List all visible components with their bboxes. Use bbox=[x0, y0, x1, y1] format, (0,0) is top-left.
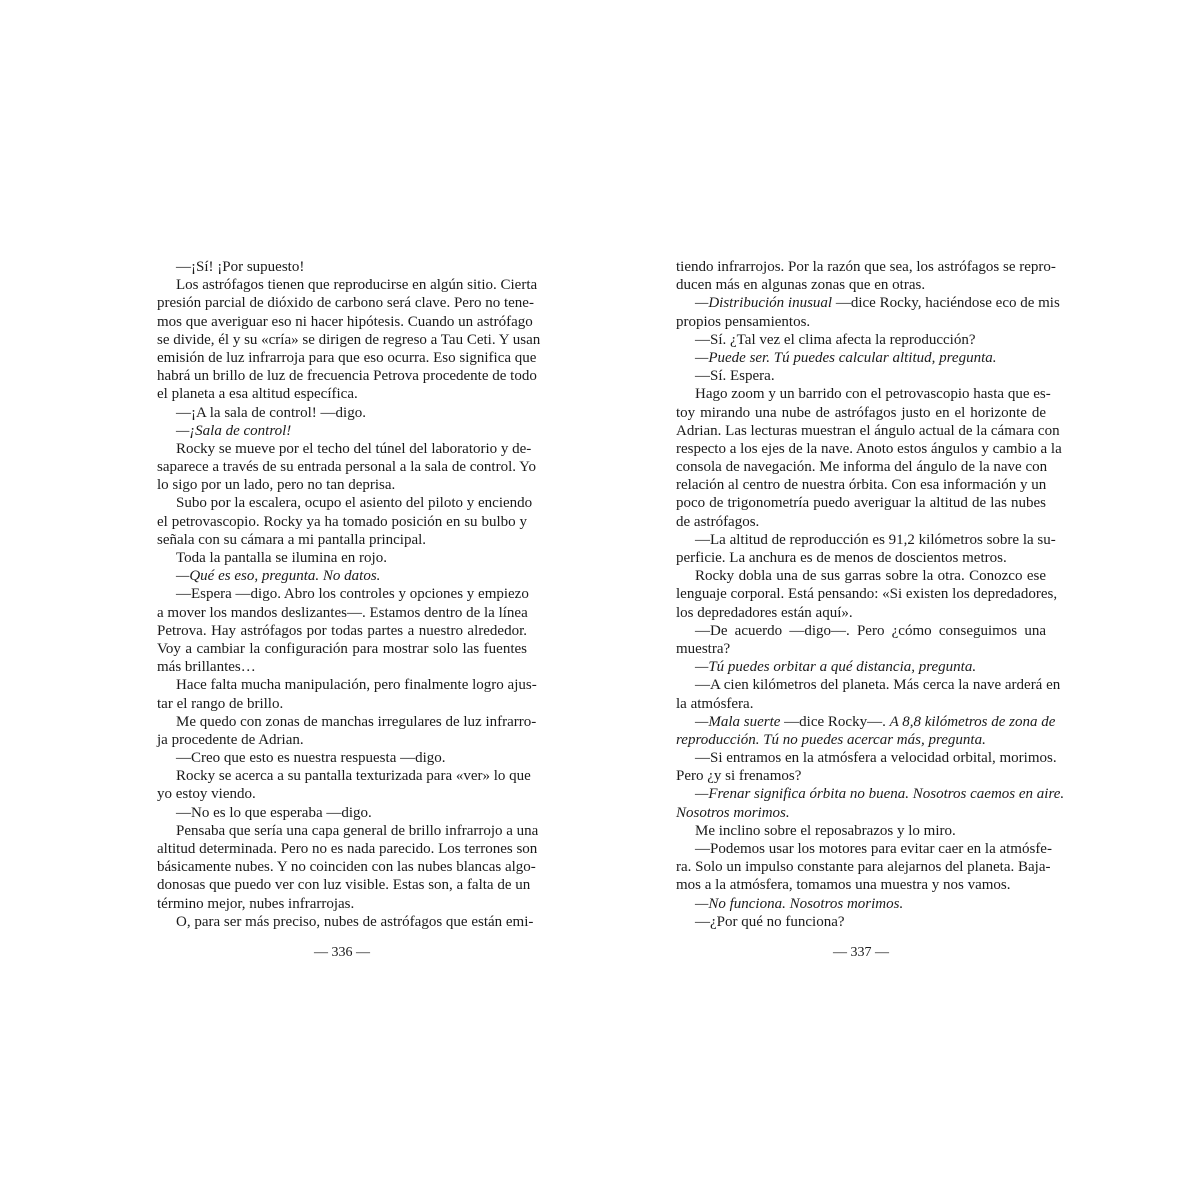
text-segment: poco de trigonometría puedo averiguar la altitud de las nubes bbox=[676, 495, 1046, 512]
text-line bbox=[157, 567, 527, 585]
text-segment: altitud determinada. Pero no es nada parecido. Los terrones son bbox=[157, 841, 538, 857]
italic-text-segment: —Mala suerte bbox=[695, 713, 781, 730]
text-segment: Toda la pantalla se ilumina en rojo. bbox=[176, 550, 387, 566]
text-line bbox=[157, 585, 527, 603]
text-line bbox=[157, 549, 527, 567]
text-segment: Hace falta mucha manipulación, pero finalmente logro ajus- bbox=[176, 677, 537, 694]
text-line bbox=[157, 876, 531, 894]
text-segment: habrá un brillo de luz de frecuencia Petrova procedente de todo bbox=[157, 368, 537, 385]
text-segment: Me inclino sobre el reposabrazos y lo miro. bbox=[695, 822, 956, 839]
text-line bbox=[157, 822, 539, 840]
text-segment: Hago zoom y un barrido con el petrovascopio hasta que es- bbox=[695, 386, 1051, 403]
text-segment: presión parcial de dióxido de carbono será clave. Pero no tene- bbox=[157, 295, 534, 312]
text-segment: —Creo que esto es nuestra respuesta —digo. bbox=[176, 750, 446, 767]
text-line bbox=[676, 549, 1046, 567]
text-segment: tiendo infrarrojos. Por la razón que sea, los astrófagos se repro- bbox=[676, 259, 1056, 275]
text-segment: la atmósfera. bbox=[676, 695, 754, 712]
text-segment: O, para ser más preciso, nubes de astrófagos que están emi- bbox=[176, 913, 534, 930]
italic-text-segment: —Qué es eso, pregunta. No datos. bbox=[176, 568, 381, 585]
text-segment: Rocky dobla una de sus garras sobre la otra. Conozco ese bbox=[695, 568, 1046, 585]
text-line bbox=[157, 313, 533, 331]
text-line bbox=[157, 858, 536, 876]
text-line bbox=[157, 804, 527, 822]
text-segment: relación al centro de nuestra órbita. Con esa información y un bbox=[676, 477, 1047, 494]
text-line bbox=[157, 895, 527, 913]
text-segment: perficie. La anchura es de menos de doscientos metros. bbox=[676, 550, 1007, 566]
text-line bbox=[676, 422, 1060, 440]
text-line bbox=[676, 822, 1046, 840]
text-line bbox=[157, 658, 527, 676]
text-segment: señala con su cámara a mi pantalla principal. bbox=[157, 531, 427, 548]
text-segment: consola de navegación. Me informa del ángulo de la nave con bbox=[676, 459, 1048, 476]
text-segment: ra. Solo un impulso constante para alejarnos del planeta. Baja- bbox=[676, 859, 1051, 876]
text-segment: —No es lo que esperaba —digo. bbox=[176, 804, 372, 821]
text-line bbox=[157, 404, 527, 422]
text-segment: emisión de luz infrarroja para que eso ocurra. Eso significa que bbox=[157, 349, 537, 366]
text-line bbox=[157, 713, 537, 731]
text-segment: —A cien kilómetros del planeta. Más cerca la nave arderá en bbox=[695, 677, 1061, 694]
text-line bbox=[676, 276, 1046, 294]
text-segment: ducen más en algunas zonas que en otras. bbox=[676, 277, 926, 294]
italic-text-segment: —Frenar significa órbita no buena. Nosotros caemos en aire. bbox=[695, 786, 1065, 803]
text-line bbox=[157, 276, 538, 294]
italic-text-segment: A 8,8 kilómetros de zona de bbox=[889, 713, 1056, 730]
text-line bbox=[157, 294, 534, 312]
text-line bbox=[676, 476, 1046, 494]
text-segment: de astrófagos. bbox=[676, 513, 760, 530]
text-line bbox=[676, 676, 1061, 694]
text-line bbox=[157, 604, 527, 622]
text-segment: —dice Rocky, haciéndose eco de mis bbox=[832, 295, 1060, 312]
text-line bbox=[157, 367, 537, 385]
text-line bbox=[676, 404, 1046, 422]
page-number-right: — 337 — bbox=[833, 945, 889, 960]
text-segment: —Sí. Espera. bbox=[695, 368, 775, 385]
text-segment: más brillantes… bbox=[157, 659, 256, 676]
text-line bbox=[157, 840, 538, 858]
text-line bbox=[676, 640, 1046, 658]
text-segment: yo estoy viendo. bbox=[157, 786, 256, 803]
text-segment: el planeta a esa altitud específica. bbox=[157, 386, 358, 403]
italic-text-segment: —Tú puedes orbitar a qué distancia, pregunta. bbox=[695, 659, 977, 676]
text-segment: —Podemos usar los motores para evitar caer en la atmósfe- bbox=[695, 841, 1052, 857]
text-line bbox=[157, 749, 527, 767]
text-line bbox=[676, 913, 1046, 931]
text-line bbox=[676, 567, 1046, 585]
text-line bbox=[157, 422, 527, 440]
text-line bbox=[676, 349, 1046, 367]
text-segment: tar el rango de brillo. bbox=[157, 695, 284, 712]
text-segment: Voy a cambiar la configuración para mostrar solo las fuentes bbox=[157, 640, 527, 657]
text-line bbox=[157, 622, 527, 640]
italic-text-segment: —Puede ser. Tú puedes calcular altitud, pregunta. bbox=[695, 349, 997, 366]
text-segment: básicamente nubes. Y no coinciden con las nubes blancas algo- bbox=[157, 859, 536, 876]
text-line bbox=[676, 840, 1052, 858]
text-line bbox=[157, 676, 537, 694]
text-segment: Los astrófagos tienen que reproducirse en algún sitio. Cierta bbox=[176, 277, 538, 294]
text-line bbox=[676, 858, 1051, 876]
text-segment: Pero ¿y si frenamos? bbox=[676, 768, 802, 785]
text-segment: Rocky se mueve por el techo del túnel del laboratorio y de- bbox=[176, 440, 532, 457]
text-line bbox=[676, 313, 1046, 331]
text-line bbox=[676, 604, 1046, 622]
text-line bbox=[157, 349, 537, 367]
italic-text-segment: —Distribución inusual bbox=[695, 295, 833, 312]
text-line bbox=[676, 895, 1046, 913]
text-line bbox=[676, 785, 1065, 803]
text-segment: toy mirando una nube de astrófagos justo en el horizonte de bbox=[676, 404, 1046, 421]
text-segment: —Espera —digo. Abro los controles y opciones y empiezo bbox=[176, 586, 529, 603]
text-line bbox=[676, 531, 1056, 549]
text-segment: lenguaje corporal. Está pensando: «Si existen los depredadores, bbox=[676, 586, 1058, 603]
text-line bbox=[676, 440, 1062, 458]
text-line bbox=[676, 513, 1046, 531]
text-line bbox=[676, 713, 1056, 731]
text-line bbox=[676, 258, 1056, 276]
text-line bbox=[157, 531, 527, 549]
text-line bbox=[157, 331, 541, 349]
text-line bbox=[676, 804, 1046, 822]
text-segment: Pensaba que sería una capa general de brillo infrarrojo a una bbox=[176, 822, 539, 839]
text-line bbox=[676, 494, 1046, 512]
text-line bbox=[676, 622, 1046, 640]
text-line bbox=[157, 640, 527, 658]
text-line bbox=[676, 585, 1058, 603]
text-segment: —¿Por qué no funciona? bbox=[695, 913, 845, 930]
text-line bbox=[157, 767, 531, 785]
text-segment: —De acuerdo —digo—. Pero ¿cómo conseguimos una bbox=[695, 622, 1046, 639]
text-line bbox=[157, 695, 527, 713]
text-line bbox=[676, 749, 1057, 767]
text-segment: lo sigo por un lado, pero no tan deprisa. bbox=[157, 477, 396, 494]
text-segment: —¡A la sala de control! —digo. bbox=[176, 404, 366, 421]
text-segment: —¡Sí! ¡Por supuesto! bbox=[176, 259, 305, 275]
text-segment: respecto a los ejes de la nave. Anoto estos ángulos y cambio a la bbox=[676, 440, 1062, 457]
text-segment: mos a la atmósfera, tomamos una muestra y nos vamos. bbox=[676, 877, 1011, 894]
text-line bbox=[676, 767, 1046, 785]
italic-text-segment: Nosotros morimos. bbox=[676, 804, 790, 821]
text-segment: donosas que puedo ver con luz visible. Estas son, a falta de un bbox=[157, 877, 531, 894]
page-number-left: — 336 — bbox=[314, 945, 370, 960]
right-page bbox=[676, 258, 1065, 931]
italic-text-segment: reproducción. Tú no puedes acercar más, pregunta. bbox=[676, 731, 986, 748]
text-line bbox=[676, 294, 1060, 312]
text-segment: —Sí. ¿Tal vez el clima afecta la reproducción? bbox=[695, 331, 976, 348]
text-line bbox=[676, 731, 1046, 749]
text-segment: muestra? bbox=[676, 640, 731, 657]
text-line bbox=[157, 731, 527, 749]
text-segment: —La altitud de reproducción es 91,2 kilómetros sobre la su- bbox=[695, 531, 1056, 548]
text-segment: mos que averiguar eso ni hacer hipótesis. Cuando un astrófago bbox=[157, 313, 533, 330]
text-line bbox=[157, 476, 527, 494]
text-segment: el petrovascopio. Rocky ya ha tomado posición en su bulbo y bbox=[157, 513, 527, 530]
italic-text-segment: —No funciona. Nosotros morimos. bbox=[695, 895, 904, 912]
text-segment: Adrian. Las lecturas muestran el ángulo actual de la cámara con bbox=[676, 422, 1060, 439]
text-line bbox=[676, 695, 1046, 713]
text-segment: —Si entramos en la atmósfera a velocidad orbital, morimos. bbox=[695, 750, 1057, 767]
text-line bbox=[157, 913, 534, 931]
text-segment: los depredadores están aquí». bbox=[676, 604, 853, 621]
text-line bbox=[676, 876, 1046, 894]
text-segment: saparece a través de su entrada personal a la sala de control. Yo bbox=[157, 459, 537, 476]
text-segment: Subo por la escalera, ocupo el asiento del piloto y enciendo bbox=[176, 495, 533, 512]
text-segment: Rocky se acerca a su pantalla texturizada para «ver» lo que bbox=[176, 768, 531, 785]
text-segment: —dice Rocky—. bbox=[780, 713, 890, 730]
text-line bbox=[157, 458, 537, 476]
text-line bbox=[676, 458, 1046, 476]
text-segment: término mejor, nubes infrarrojas. bbox=[157, 895, 355, 912]
left-page bbox=[157, 258, 541, 931]
text-line bbox=[676, 331, 1046, 349]
text-segment: Petrova. Hay astrófagos por todas partes a nuestro alrededor. bbox=[157, 622, 527, 639]
text-segment: se divide, él y su «cría» se dirigen de regreso a Tau Ceti. Y usan bbox=[157, 331, 541, 348]
text-line bbox=[157, 785, 527, 803]
text-line bbox=[676, 367, 1046, 385]
text-line bbox=[157, 440, 532, 458]
text-segment: a mover los mandos deslizantes—. Estamos dentro de la línea bbox=[157, 604, 528, 621]
text-segment: ja procedente de Adrian. bbox=[157, 731, 304, 748]
text-segment: propios pensamientos. bbox=[676, 313, 811, 330]
text-line bbox=[157, 513, 527, 531]
text-segment: Me quedo con zonas de manchas irregulares de luz infrarro- bbox=[176, 713, 537, 730]
text-line bbox=[676, 385, 1051, 403]
italic-text-segment: —¡Sala de control! bbox=[176, 422, 292, 439]
text-line bbox=[676, 658, 1046, 676]
text-line bbox=[157, 385, 527, 403]
text-line bbox=[157, 494, 533, 512]
text-line bbox=[157, 258, 527, 276]
